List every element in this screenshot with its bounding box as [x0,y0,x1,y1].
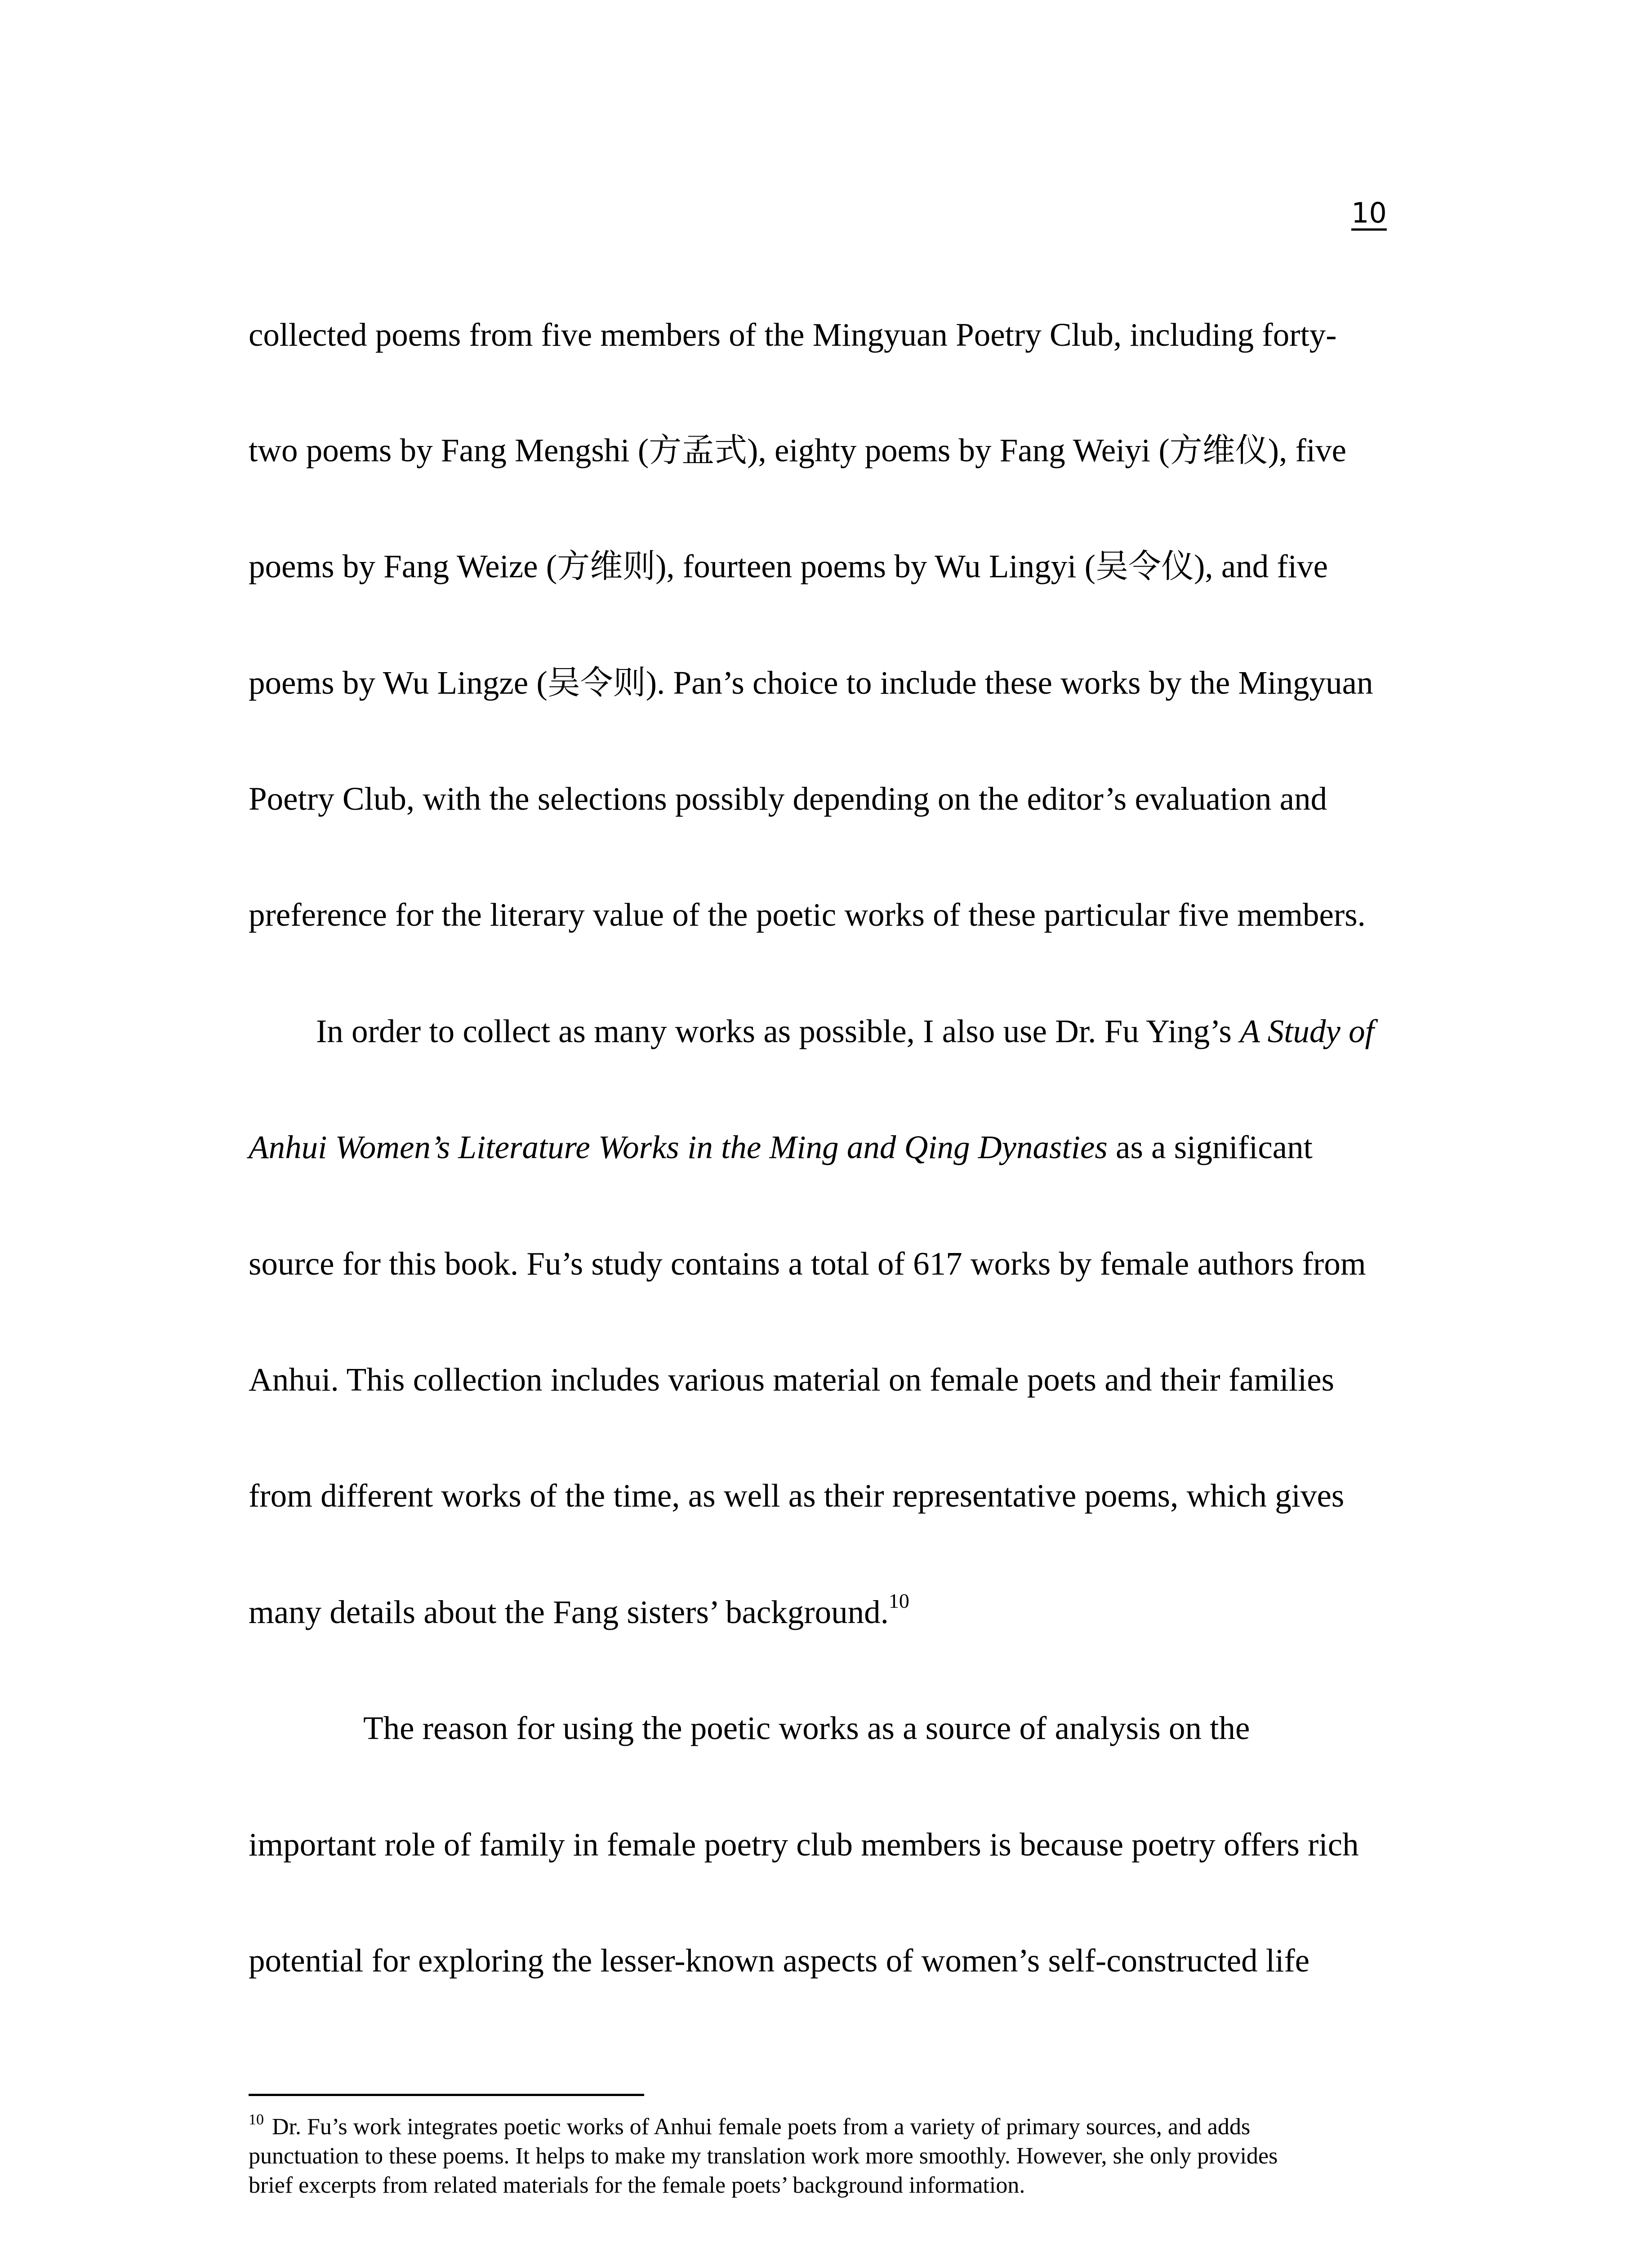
body-text-run: In order to collect as many works as possible, I also use Dr. Fu Ying’s [316,1013,1240,1049]
footnote-separator [249,2094,644,2096]
body-line: from different works of the time, as well as their representative poems, which gives [249,1477,1345,1514]
page-number: 10 [1351,198,1387,231]
footnote-line [249,2111,1251,2140]
body-line: source for this book. Fu’s study contains a total of 617 works by female authors from [249,1245,1366,1282]
footnote-mark: 10 [249,2111,264,2128]
body-text-run: as a significant [1107,1129,1313,1165]
body-line: important role of family in female poetry club members is because poetry offers rich [249,1826,1359,1863]
body-line: preference for the literary value of the poetic works of these particular five members. [249,897,1366,933]
footnote-line: brief excerpts from related materials for the female poets’ background information. [249,2172,1025,2198]
body-line: Poetry Club, with the selections possibly depending on the editor’s evaluation and [249,781,1327,817]
body-line: poems by Fang Weize (方维则), fourteen poems by Wu Lingyi (吴令仪), and five [249,548,1328,584]
body-line: two poems by Fang Mengshi (方孟式), eighty poems by Fang Weiyi (方维仪), five [249,432,1347,468]
footnote-reference[interactable]: 10 [888,1589,909,1612]
body-line: potential for exploring the lesser-known aspects of women’s self-constructed life [249,1942,1310,1979]
body-line [316,1015,1374,1048]
body-text-run: many details about the Fang sisters’ background. [249,1594,889,1630]
book-title-italic: Anhui Women’s Literature Works in the Ming and Qing Dynasties [249,1129,1108,1165]
body-line [249,1589,909,1630]
body-line: The reason for using the poetic works as a source of analysis on the [363,1710,1250,1746]
footnote-text: Dr. Fu’s work integrates poetic works of Anhui female poets from a variety of primary sources, and adds [272,2114,1251,2140]
body-line: Anhui. This collection includes various material on female poets and their families [249,1361,1335,1398]
book-title-italic: A Study of [1240,1013,1374,1049]
footnote-line: punctuation to these poems. It helps to make my translation work more smoothly. However, she only provides [249,2143,1278,2169]
body-line: poems by Wu Lingze (吴令则). Pan’s choice to include these works by the Mingyuan [249,665,1373,701]
body-line [249,1131,1313,1164]
body-line: collected poems from five members of the Mingyuan Poetry Club, including forty- [249,317,1337,353]
